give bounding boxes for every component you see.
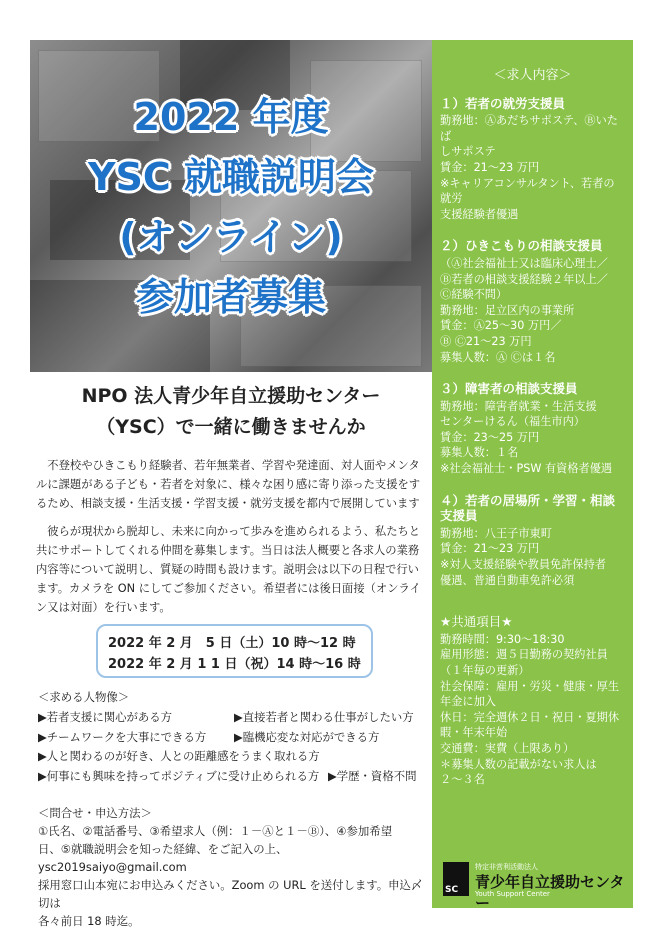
job-line: 勤務地：Ⓐあだちサポステ、Ⓑいたば	[440, 114, 618, 143]
photo-title-line-2: YSC 就職説明会	[87, 155, 374, 199]
job-line: 募集人数：Ⓐ Ⓒは１名	[440, 350, 556, 364]
wanted-item: ▶人と関わるのが好き、人との距離感をうまく取れる方	[38, 749, 320, 764]
wanted-row	[38, 728, 430, 748]
wanted-row	[38, 747, 430, 767]
common-line: 社会保障：雇用・労災・健康・厚生	[440, 679, 620, 693]
job-line: ※キャリアコンサルタント、若者の就労	[440, 176, 615, 206]
wanted-item: ▶若者支援に関心がある方	[38, 709, 173, 724]
job-line: ※社会福祉士・PSW 有資格者優遇	[440, 462, 613, 476]
wanted-item: ▶何事にも興味を持ってポジティブに受け止められる方	[38, 769, 320, 784]
contact-line: ①氏名、②電話番号、③希望求人（例：１－Ⓐと１－Ⓑ）、④参加希望	[38, 824, 393, 838]
job-line: 賃金：21〜23 万円	[440, 542, 540, 556]
common-line: 休日：完全週休２日・祝日・夏期休	[440, 710, 620, 724]
common-line: 暇・年末年始	[440, 726, 508, 740]
contact-line: 採用窓口山本宛にお申込みください。Zoom の URL を送付します。申込〆切は	[38, 878, 423, 910]
job-line: 募集人数：１名	[440, 446, 519, 460]
common-line: 年金に加入	[440, 695, 496, 709]
common-line: 勤務時間：9:30〜18:30	[440, 632, 565, 646]
intro-paragraph-1: 不登校やひきこもり経験者、若年無業者、学習や発達面、対人面やメンタルに課題がある子ども・若者を対象に、様々な困り感に寄り添った支援をするため、相談支援・生活支援・学習支援・就労支援を都内で展開しています	[36, 459, 421, 511]
wanted-row	[38, 708, 430, 728]
common-line: （１年毎の更新）	[440, 664, 530, 677]
common-line: ２〜３名	[440, 773, 485, 787]
organization-logo	[443, 862, 628, 912]
job-line: Ⓑ若者の相談支援経験２年以上／	[440, 272, 608, 286]
intro-text	[36, 456, 428, 618]
job-line: 勤務地：障害者就業・生活支援	[440, 399, 597, 413]
job-line: ※対人支援経験や教員免許保持者	[440, 558, 606, 572]
job-line: Ⓒ経験不問）	[440, 288, 508, 302]
common-heading: ★共通項目★	[440, 614, 513, 630]
headline-line-2: （YSC）で一緒に働きませんか	[96, 416, 366, 438]
contact-section	[38, 804, 430, 930]
job-line: 賃金：Ⓐ25〜30 万円／	[440, 319, 562, 333]
common-line: 交通費：実費（上限あり）	[440, 741, 575, 755]
wanted-item: ▶チームワークを大事にできる方	[38, 729, 207, 744]
logo-mark-icon: SC	[443, 862, 469, 896]
job-title-3: ３）障害者の相談支援員	[440, 381, 578, 397]
job-line: Ⓑ Ⓒ21〜23 万円	[440, 334, 532, 348]
wanted-item: ▶直接若者と関わる仕事がしたい方	[234, 709, 414, 724]
schedule-date-2: 2022 年 2 月 1 1 日（祝）14 時〜16 時	[108, 657, 361, 672]
job-title-1: １）若者の就労支援員	[440, 95, 566, 111]
headline-line-1: NPO 法人青少年自立援助センター	[81, 385, 381, 407]
wanted-heading: ＜求める人物像＞	[38, 690, 130, 704]
common-line: 雇用形態：週５日勤務の契約社員	[440, 648, 608, 662]
wanted-profile	[38, 688, 430, 787]
job-line: 賃金：21〜23 万円	[440, 160, 540, 174]
job-line: 支援経験者優遇	[440, 207, 519, 221]
logo-name: 青少年自立援助センター	[475, 873, 625, 912]
contact-line: 日、⑤就職説明会を知った経緯、をご記入の上、ysc2019saiyo@gmail.com	[38, 842, 288, 874]
logo-org-type: 特定非営利活動法人	[475, 863, 538, 871]
schedule-box	[96, 624, 373, 678]
photo-title-line-1: 2022 年度	[133, 95, 329, 139]
job-line: 賃金：23〜25 万円	[440, 430, 540, 444]
schedule-date-1: 2022 年 2 月 5 日（土）10 時〜12 時	[108, 636, 356, 651]
photo-title-line-3: (オンライン)	[119, 215, 343, 259]
job-line: （Ⓐ社会福祉士又は臨床心理士／	[440, 256, 608, 270]
job-line: 勤務地：八王子市東町	[440, 526, 552, 540]
common-line: ＊募集人数の記載がない求人は	[440, 757, 597, 771]
wanted-item: ▶臨機応変な対応ができる方	[234, 729, 380, 744]
job-title-4: ４）若者の居場所・学習・相談	[440, 492, 616, 508]
wanted-item: ▶学歴・資格不問	[328, 769, 417, 784]
photo-collage	[30, 40, 432, 372]
intro-paragraph-2: 彼らが現状から脱却し、未来に向かって歩みを進められるよう、私たちと共にサポートしてくれる仲間を募集します。当日は法人概要と各求人の業務内容等について説明し、質疑の時間も設けます。説明会は以下の日程で行います。カメラを ON にしてご参加ください。希望者には後日面接（オンライン又は対面）を行います。	[36, 524, 421, 615]
wanted-row	[38, 767, 430, 787]
contact-heading: ＜問合せ・申込方法＞	[38, 806, 152, 820]
job-listing-sidebar	[432, 40, 633, 908]
job-title-4-cont: 支援員	[440, 508, 478, 524]
sidebar-heading: ＜求人内容＞	[493, 68, 572, 83]
job-title-2: ２）ひきこもりの相談支援員	[440, 238, 603, 254]
contact-line: 各々前日 18 時迄。	[38, 914, 140, 928]
job-line: 優遇、普通自動車免許必須	[440, 573, 575, 587]
job-line: しサポステ	[440, 145, 496, 159]
logo-english: Youth Support Center	[475, 890, 550, 898]
photo-title-line-4: 参加者募集	[135, 275, 326, 319]
job-line: センターけるん（福生市内）	[440, 415, 585, 429]
job-line: 勤務地：足立区内の事業所	[440, 303, 575, 317]
